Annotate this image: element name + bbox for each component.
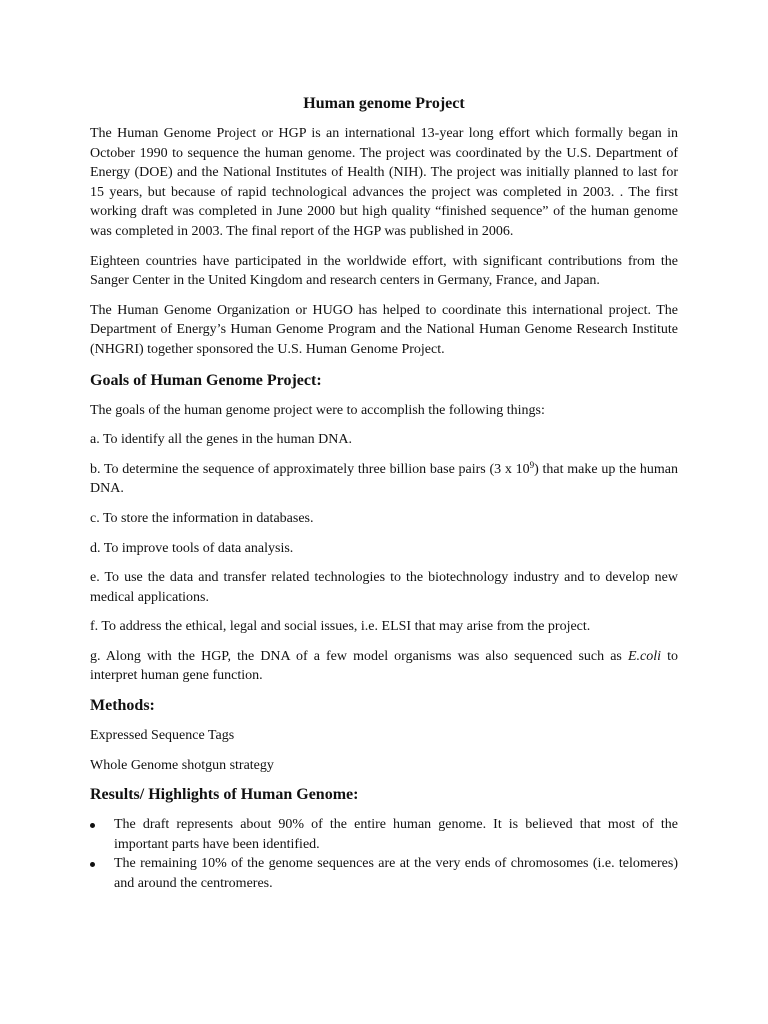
goal-a: a. To identify all the genes in the human DNA. [90, 432, 352, 448]
goal-g-text: g. Along with the HGP, the DNA of a few model organisms was also sequenced such as [90, 648, 628, 664]
goal-b-text-end: ) that make up the human DNA. [90, 461, 678, 497]
hugo-paragraph: The Human Genome Organization or HUGO has helped to coordinate this international project. The Department of Energy’s Human Genome Program and the National Human Genome Research Institute (NHGRI) together sponsored the U.S. Human Genome Project. [90, 302, 678, 357]
methods-heading: Methods: [90, 697, 155, 715]
results-heading: Results/ Highlights of Human Genome: [90, 786, 359, 804]
goal-d: d. To improve tools of data analysis. [90, 540, 294, 556]
document-title: Human genome Project [303, 95, 465, 112]
results-list [90, 815, 678, 893]
goal-f: f. To address the ethical, legal and social issues, i.e. ELSI that may arise from the project. [90, 619, 591, 635]
countries-paragraph: Eighteen countries have participated in the worldwide effort, with significant contributions from the Sanger Center in the United Kingdom and research centers in Germany, France, and Japan. [90, 253, 678, 289]
method-item: Expressed Sequence Tags [90, 728, 235, 744]
intro-paragraph: The Human Genome Project or HGP is an international 13-year long effort which formally began in October 1990 to sequence the human genome. The project was coordinated by the U.S. Department of Energy (DOE) and the National Institutes of Health (NIH). The project was initially planned to last for 15 years, but because of rapid technological advances the project was completed in 2003. . The first working draft was completed in June 2000 but high quality “finished sequence” of the human genome was completed in 2003. The final report of the HGP was published in 2006. [90, 126, 678, 239]
result-text: The draft represents about 90% of the entire human genome. It is believed that most of the important parts have been identified. [114, 817, 678, 852]
document-page [90, 94, 678, 894]
method-item: Whole Genome shotgun strategy [90, 757, 274, 773]
goal-b [90, 460, 678, 499]
goals-intro: The goals of the human genome project were to accomplish the following things: [90, 402, 545, 418]
list-item [90, 854, 678, 893]
bullet-icon [90, 823, 95, 828]
goal-g-organism: E.coli [627, 648, 662, 664]
goal-g-text-end: to interpret human gene function. [90, 648, 678, 684]
result-text: The remaining 10% of the genome sequences are at the very ends of chromosomes (i.e. telomeres) and around the centromeres. [114, 856, 678, 892]
goal-e: e. To use the data and transfer related technologies to the biotechnology industry and to develop new medical applications. [90, 570, 678, 605]
goals-heading: Goals of Human Genome Project: [90, 371, 322, 389]
goal-g [90, 647, 678, 686]
goal-c: c. To store the information in databases. [90, 510, 314, 526]
goal-b-text: b. To determine the sequence of approximately three billion base pairs (3 x 10 [90, 461, 530, 477]
bullet-icon [90, 862, 95, 867]
goal-b-exponent: 9 [529, 459, 535, 470]
list-item [90, 815, 678, 854]
